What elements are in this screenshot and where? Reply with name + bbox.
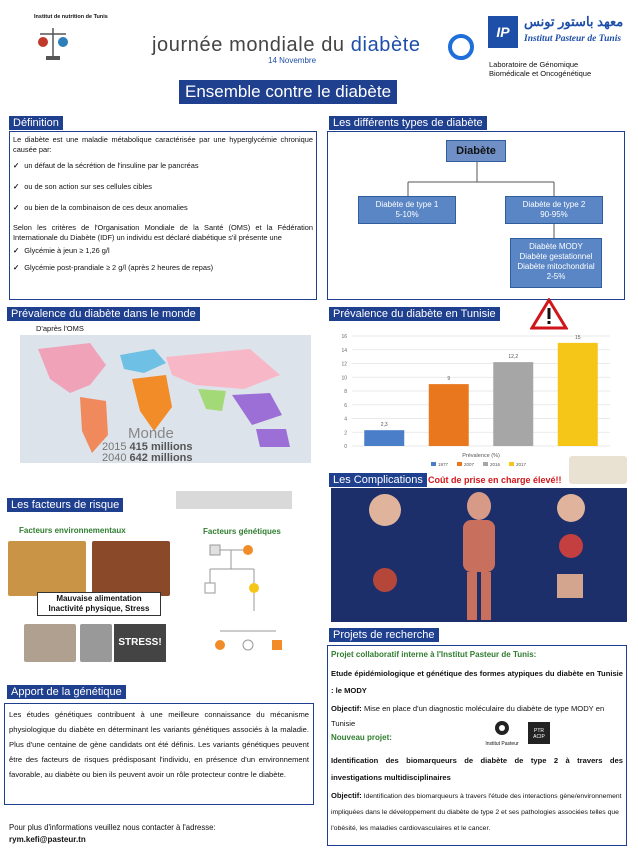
ipt-arabic-name: معهد باستور تونس xyxy=(524,14,624,29)
type-root: Diabète xyxy=(446,140,506,162)
world-source: D'après l'OMS xyxy=(36,324,84,333)
data-label: 12,2 xyxy=(508,354,519,361)
other-type-gestational: Diabète gestationnel xyxy=(519,252,593,261)
type2-label: Diabète de type 2 xyxy=(522,200,586,209)
projects-box xyxy=(327,645,627,846)
medications-image xyxy=(569,456,627,484)
complications-cost: Coût de prise en charge élevé!! xyxy=(428,475,562,485)
world-map xyxy=(20,335,311,463)
criterion-item: ✓ Glycémie post-prandiale ≥ 2 g/l (après 2 heures de repas) xyxy=(13,263,313,273)
lab-name-line1: Laboratoire de Génomique xyxy=(489,60,579,69)
legend-swatch xyxy=(483,462,488,466)
type1-percent: 5-10% xyxy=(395,210,419,219)
legend-label: 2016 xyxy=(490,462,501,467)
project-study: Etude épidémiologique et génétique des formes atypiques du diabète en Tunisie : le MODY xyxy=(331,669,623,695)
definition-intro: Le diabète est une maladie métabolique caractérisée par une hyperglycémie chronique causée par: xyxy=(13,135,313,154)
y-tick-label: 14 xyxy=(341,347,347,354)
complications-title: Les Complications xyxy=(329,473,427,487)
stress-text: STRESS! xyxy=(118,637,162,648)
project-collab: Projet collaboratif interne à l'Institut Pasteur de Tunis: xyxy=(331,650,537,659)
lifestyle-line2: Inactivité physique, Stress xyxy=(48,604,150,613)
bar xyxy=(558,343,598,446)
y-tick-label: 8 xyxy=(344,389,347,395)
bar xyxy=(493,362,533,446)
banner-date: 14 Novembre xyxy=(268,56,317,65)
lab-name-line2: Biomédicale et Oncogénétique xyxy=(489,69,592,78)
ipt-latin-name: Institut Pasteur de Tunis xyxy=(524,34,622,44)
y-tick-label: 4 xyxy=(344,416,347,423)
contact-email[interactable]: rym.kefi@pasteur.tn xyxy=(9,835,86,844)
stress-image xyxy=(114,624,166,662)
legend-label: 1977 xyxy=(438,462,449,467)
body-anatomy-icon xyxy=(331,488,627,622)
y-tick-label: 2 xyxy=(344,430,347,437)
project-objective-2: Objectif: Identification des biomarqueurs à travers l'étude des interactions gène/environnement impliquées dans le développement du diabète de type 2 et ses pathologies associées telles que l'obésité, les maladies cardiovasculaires et le cancer. xyxy=(331,791,622,832)
world-2040: 2040 642 millions xyxy=(102,452,193,463)
food-image xyxy=(92,541,170,596)
ipt-logo-block xyxy=(488,12,633,56)
other-type-mody: Diabète MODY xyxy=(529,242,583,251)
definition-box xyxy=(9,131,317,300)
types-box xyxy=(327,131,625,300)
legend-swatch xyxy=(431,462,436,466)
other-types-box xyxy=(510,238,602,288)
data-label: 9 xyxy=(447,376,451,383)
cause-item: ✓ ou de son action sur ses cellules cibles xyxy=(13,182,313,192)
x-axis-label: Prévalence (%) xyxy=(462,453,500,459)
pedigree-chart-icon xyxy=(196,541,308,668)
couch-image xyxy=(24,624,76,662)
criterion-item: ✓ Glycémie à jeun ≥ 1,26 g/l xyxy=(13,246,313,256)
world-2015: 2015 415 millions xyxy=(102,441,193,453)
gym-image xyxy=(80,624,112,662)
scale-logo-icon xyxy=(36,24,70,64)
other-type-mitochondrial: Diabète mitochondrial xyxy=(517,262,595,271)
banner xyxy=(148,20,483,68)
type1-label: Diabète de type 1 xyxy=(375,200,439,209)
definition-title: Définition xyxy=(9,116,63,130)
world-title: Prévalence du diabète dans le monde xyxy=(7,307,200,321)
ptr-logo: PTR ACIP xyxy=(528,722,550,744)
project-identification: Identification des biomarqueurs de diabète de type 2 à travers des investigations multidisciplinaires xyxy=(331,756,623,782)
legend-swatch xyxy=(509,462,514,466)
genetics-title: Apport de la génétique xyxy=(7,685,126,699)
ip-logo-icon xyxy=(494,720,510,736)
institute-name: Institut de nutrition de Tunis xyxy=(34,14,108,20)
data-label: 15 xyxy=(574,334,581,341)
cause-item: ✓ ou bien de la combinaison de ces deux anomalies xyxy=(13,203,313,213)
main-title: Ensemble contre le diabète xyxy=(179,80,397,104)
world-monde-label: Monde xyxy=(128,425,174,442)
genetics-text: Les études génétiques contribuent à une meilleure connaissance du mécanisme physiologique du diabète en déterminant les variants génétiques associés à la maladie. Plus d'une centaine de gène candidats ont été définis. Les variants génétiques peuvent être des facteurs de risques prédisposant l'individu, en présence d'un environnement favorable, au diabète ou bien ils peuvent avoir un rôle protecteur contre le diabète. xyxy=(9,710,309,779)
env-factors-label: Facteurs environnementaux xyxy=(19,526,126,535)
type2-box xyxy=(505,196,603,224)
cause-item: ✓ un défaut de la sécrétion de l'insuline par le pancréas xyxy=(13,161,313,171)
lifestyle-line1: Mauvaise alimentation xyxy=(56,594,142,603)
legend-label: 2017 xyxy=(516,462,527,467)
legend-swatch xyxy=(457,462,462,466)
tunisia-bar-chart xyxy=(330,328,625,470)
genetics-box xyxy=(4,703,314,805)
ip-logo: Institut Pasteur xyxy=(482,720,522,748)
definition-causes xyxy=(13,161,313,213)
y-tick-label: 12 xyxy=(341,361,347,368)
warning-sign-icon xyxy=(530,298,568,330)
bar xyxy=(429,384,469,446)
project-objective-1: Objectif: Mise en place d'un diagnostic moléculaire du diabète de type MODY en Tunisie xyxy=(331,704,605,728)
y-tick-label: 6 xyxy=(344,402,347,409)
diabetes-letter-tiles xyxy=(176,491,292,509)
lifestyle-box xyxy=(37,592,161,616)
types-title: Les différents types de diabète xyxy=(329,116,487,130)
type2-percent: 90-95% xyxy=(540,210,568,219)
projects-title: Projets de recherche xyxy=(329,628,439,642)
y-tick-label: 16 xyxy=(341,334,347,340)
gen-factors-label: Facteurs génétiques xyxy=(203,527,281,536)
type1-box xyxy=(358,196,456,224)
ipt-logo-icon: IP xyxy=(488,16,518,48)
data-label: 2,3 xyxy=(380,422,388,429)
blue-circle-icon xyxy=(448,34,474,60)
risk-title: Les facteurs de risque xyxy=(7,498,123,512)
y-tick-label: 0 xyxy=(344,444,347,450)
bar xyxy=(364,430,404,446)
tunisia-title: Prévalence du diabète en Tunisie xyxy=(329,307,500,321)
legend-label: 2007 xyxy=(464,462,475,467)
complications-image xyxy=(331,488,627,622)
fast-food-image xyxy=(8,541,86,596)
banner-title: journée mondiale du diabète xyxy=(152,34,421,56)
other-type-percent: 2-5% xyxy=(546,272,566,281)
y-tick-label: 10 xyxy=(341,375,347,382)
project-new-label: Nouveau projet: xyxy=(331,733,392,742)
contact-line: Pour plus d'informations veuillez nous contacter à l'adresse: xyxy=(9,823,216,832)
definition-criteria: Selon les critères de l'Organisation Mondiale de la Santé (OMS) et la Fédération Internationale du Diabète (IDF) un individu est déclaré diabétique s'il présente une xyxy=(13,223,313,242)
